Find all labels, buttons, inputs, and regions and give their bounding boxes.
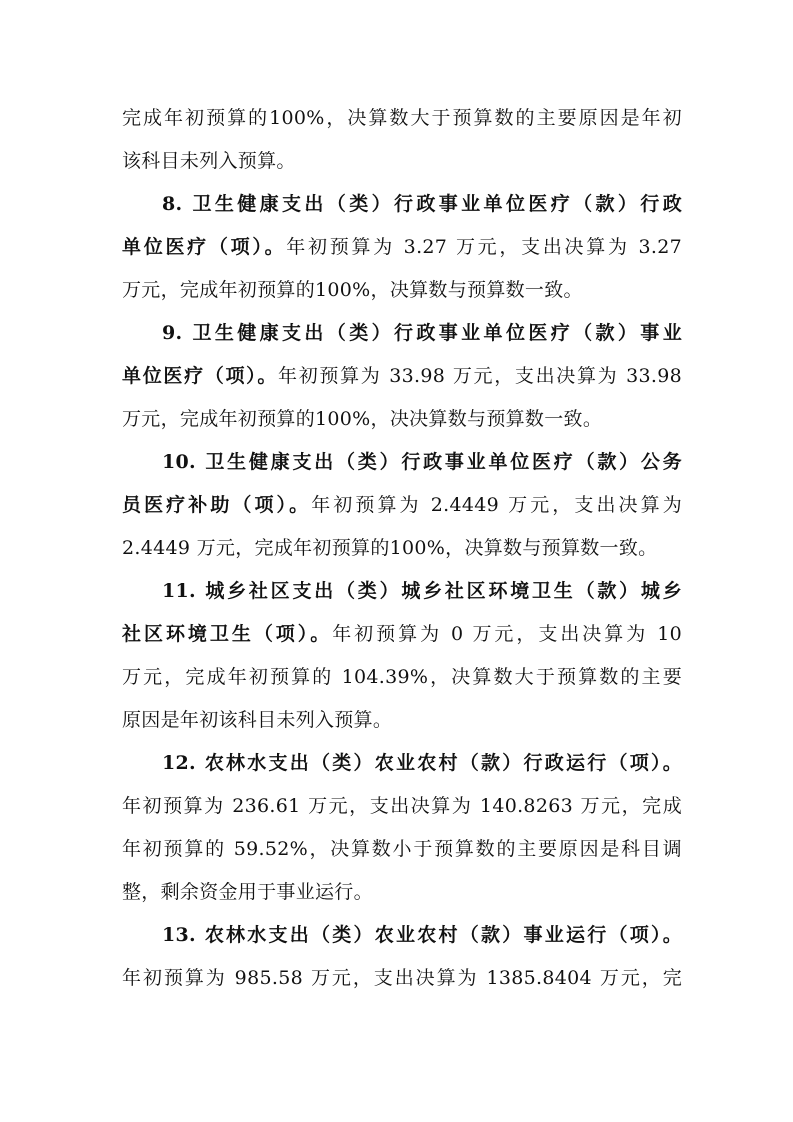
text-segment: 万元，完成年初预算的100%，决算数与预算数一致。 (122, 279, 583, 301)
text-line (122, 791, 682, 821)
text-line (122, 619, 682, 649)
text-segment: 原因是年初该科目未列入预算。 (122, 709, 393, 731)
heading-text: 11. 城乡社区支出（类）城乡社区环境卫生（款）城乡 (162, 580, 682, 602)
text-segment: 万元，完成年初预算的100%，决决算数与预算数一致。 (122, 408, 603, 430)
heading-text: 12. 农林水支出（类）农业农村（款）行政运行（项）。 (162, 752, 682, 774)
text-line (122, 404, 682, 434)
heading-text: 社区环境卫生（项）。 (122, 623, 333, 645)
text-segment: 年初预算的 59.52%，决算数小于预算数的主要原因是科目调 (122, 838, 682, 860)
text-line (122, 662, 682, 692)
text-line (122, 834, 682, 864)
text-segment: 该科目未列入预算。 (122, 150, 296, 172)
section-heading (162, 189, 682, 219)
text-line (122, 103, 682, 133)
heading-text: 单位医疗（项）。 (122, 365, 279, 387)
text-line (122, 877, 682, 907)
text-segment: 年初预算为 3.27 万元，支出决算为 3.27 (286, 236, 682, 258)
section-heading (162, 748, 682, 778)
text-segment: 年初预算为 33.98 万元，支出决算为 33.98 (278, 365, 682, 387)
section-heading (162, 447, 682, 477)
text-segment: 年初预算为 985.58 万元，支出决算为 1385.8404 万元，完 (122, 967, 682, 989)
text-segment: 年初预算为 0 万元，支出决算为 10 (332, 623, 682, 645)
heading-text: 单位医疗（项）。 (122, 236, 287, 258)
heading-text: 9. 卫生健康支出（类）行政事业单位医疗（款）事业 (162, 322, 682, 344)
text-segment: 2.4449 万元，完成年初预算的100%，决算数与预算数一致。 (122, 537, 658, 559)
text-segment: 年初预算为 236.61 万元，支出决算为 140.8263 万元，完成 (122, 795, 682, 817)
heading-text: 13. 农林水支出（类）农业农村（款）事业运行（项）。 (162, 924, 682, 946)
heading-text: 10. 卫生健康支出（类）行政事业单位医疗（款）公务 (162, 451, 682, 473)
text-line (122, 490, 682, 520)
text-segment: 整，剩余资金用于事业运行。 (122, 881, 373, 903)
text-segment: 年初预算为 2.4449 万元，支出决算为 (311, 494, 682, 516)
text-segment: 完成年初预算的100%，决算数大于预算数的主要原因是年初 (122, 107, 682, 129)
heading-text: 员医疗补助（项）。 (122, 494, 312, 516)
text-line (122, 963, 682, 993)
text-line (122, 533, 682, 563)
text-line (122, 146, 682, 176)
text-line (122, 232, 682, 262)
text-line (122, 361, 682, 391)
text-line (122, 275, 682, 305)
text-segment: 万元，完成年初预算的 104.39%，决算数大于预算数的主要 (122, 666, 682, 688)
text-line (122, 705, 682, 735)
section-heading (162, 318, 682, 348)
heading-text: 8. 卫生健康支出（类）行政事业单位医疗（款）行政 (162, 193, 682, 215)
section-heading (162, 920, 682, 950)
section-heading (162, 576, 682, 606)
